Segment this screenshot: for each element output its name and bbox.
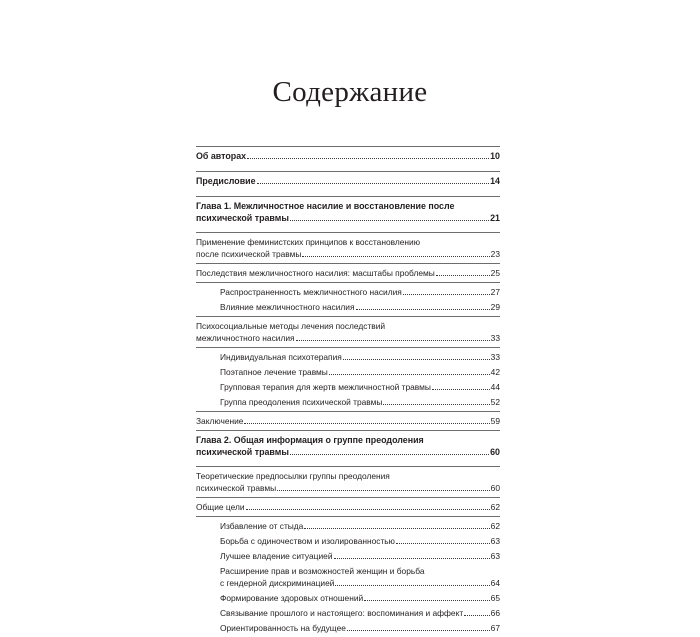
dot-leader — [290, 219, 489, 221]
dot-leader — [296, 339, 490, 341]
toc-entry-page: 60 — [490, 483, 500, 493]
toc-entry-page: 42 — [490, 367, 500, 377]
divider — [196, 411, 500, 412]
toc-entry-title: Общие цели — [196, 502, 245, 512]
dot-leader — [356, 308, 490, 310]
dot-leader — [304, 527, 489, 529]
toc-entry[interactable] — [196, 607, 500, 619]
toc-entry-title: Психосоциальные методы лечения последствий — [196, 321, 386, 331]
toc-entry-page: 62 — [490, 502, 500, 512]
toc-entry-page: 23 — [490, 249, 500, 259]
toc-entry-preface[interactable] — [196, 175, 500, 187]
toc-entry-title: межличностного насилия — [196, 333, 295, 343]
toc-entry[interactable] — [196, 366, 500, 378]
toc-entry[interactable] — [196, 470, 500, 494]
toc-entry-page: 27 — [490, 287, 500, 297]
toc-entry-page: 60 — [490, 447, 500, 457]
toc-entry-page: 33 — [490, 333, 500, 343]
divider — [196, 282, 500, 283]
toc-entry-page: 33 — [490, 352, 500, 362]
toc-entry-title: Расширение прав и возможностей женщин и борьба — [220, 566, 425, 576]
dot-leader — [364, 599, 489, 601]
toc-entry[interactable] — [196, 267, 500, 279]
toc-entry[interactable] — [196, 236, 500, 260]
toc-entry-title: Глава 1. Межличностное насилие и восстановление после — [196, 201, 455, 211]
dot-leader — [432, 388, 490, 390]
dot-leader — [246, 508, 490, 510]
page-title: Содержание — [272, 76, 428, 108]
toc-entry-page: 63 — [490, 551, 500, 561]
toc-entry[interactable] — [196, 520, 500, 532]
toc-entry[interactable] — [196, 320, 500, 344]
divider — [196, 171, 500, 172]
toc-entry-title: Теоретические предпосылки группы преодоления — [196, 471, 390, 481]
toc-entry-page: 59 — [490, 416, 500, 426]
dot-leader — [247, 157, 489, 159]
dot-leader — [396, 542, 490, 544]
toc-entry[interactable] — [196, 501, 500, 513]
divider — [196, 347, 500, 348]
dot-leader — [436, 274, 490, 276]
toc-entry-title: Индивидуальная психотерапия — [220, 352, 342, 362]
toc-entry-title: психической травмы — [196, 447, 289, 457]
divider — [196, 466, 500, 467]
toc-entry-title: Группа преодоления психической травмы — [220, 397, 383, 407]
dot-leader — [277, 489, 489, 491]
toc-entry-page: 64 — [490, 578, 500, 588]
dot-leader — [257, 182, 490, 184]
toc-entry-title: с гендерной дискриминацией — [220, 578, 335, 588]
toc-entry-title: после психической травмы — [196, 249, 302, 259]
divider — [196, 316, 500, 317]
toc-entry[interactable] — [196, 535, 500, 547]
toc-entry[interactable] — [196, 381, 500, 393]
toc-entry-title: Лучшее владение ситуацией — [220, 551, 333, 561]
toc-entry-title: Избавление от стыда — [220, 521, 304, 531]
toc-entry-title: Заключение — [196, 416, 244, 426]
toc-entry[interactable] — [196, 301, 500, 313]
toc-entry-title: психической травмы — [196, 213, 289, 223]
toc-entry-page: 52 — [490, 397, 500, 407]
toc-entry[interactable] — [196, 351, 500, 363]
toc-entry-page: 21 — [490, 213, 500, 223]
dot-leader — [244, 422, 489, 424]
toc-entry-page: 63 — [490, 536, 500, 546]
dot-leader — [290, 453, 489, 455]
divider — [196, 430, 500, 431]
toc-entry[interactable] — [196, 396, 500, 408]
toc-entry-page: 29 — [490, 302, 500, 312]
toc-entry-title: Предисловие — [196, 176, 256, 186]
toc-entry-title: Применение феминистских принципов к восстановлению — [196, 237, 420, 247]
toc-entry-title: Об авторах — [196, 151, 247, 161]
divider — [196, 196, 500, 197]
toc-entry[interactable] — [196, 550, 500, 562]
dot-leader — [343, 358, 490, 360]
dot-leader — [334, 557, 490, 559]
toc-entry[interactable] — [196, 592, 500, 604]
toc-entry-title: Влияние межличностного насилия — [220, 302, 355, 312]
divider — [196, 516, 500, 517]
dot-leader — [403, 293, 490, 295]
divider — [196, 497, 500, 498]
toc-entry[interactable] — [196, 415, 500, 427]
toc-entry-page: 65 — [490, 593, 500, 603]
toc-entry-title: Глава 2. Общая информация о группе преодоления — [196, 435, 424, 445]
toc-entry-title: Последствия межличностного насилия: масштабы проблемы — [196, 268, 435, 278]
toc-entry-title: Борьба с одиночеством и изолированностью — [220, 536, 395, 546]
toc-entry-title: Групповая терапия для жертв межличностной травмы — [220, 382, 431, 392]
divider — [196, 232, 500, 233]
table-of-contents — [196, 146, 500, 637]
toc-entry-about[interactable] — [196, 150, 500, 162]
divider — [196, 263, 500, 264]
dot-leader — [302, 255, 489, 257]
dot-leader — [329, 373, 490, 375]
dot-leader — [464, 614, 489, 616]
toc-entry-title: Поэтапное лечение травмы — [220, 367, 328, 377]
toc-entry-page: 62 — [490, 521, 500, 531]
toc-entry-page: 66 — [490, 608, 500, 618]
toc-entry-title: Формирование здоровых отношений — [220, 593, 364, 603]
toc-entry[interactable] — [196, 622, 500, 634]
toc-entry[interactable] — [196, 565, 500, 589]
dot-leader — [383, 403, 489, 405]
divider — [196, 146, 500, 147]
toc-chapter-1[interactable] — [196, 200, 500, 224]
toc-entry-page: 44 — [490, 382, 500, 392]
toc-entry-page: 67 — [490, 623, 500, 633]
toc-entry-title: психической травмы — [196, 483, 277, 493]
dot-leader — [347, 629, 490, 631]
toc-chapter-2[interactable] — [196, 434, 500, 458]
toc-entry-page: 25 — [490, 268, 500, 278]
toc-entry-title: Ориентированность на будущее — [220, 623, 346, 633]
toc-entry-title: Распространенность межличностного насилия — [220, 287, 402, 297]
toc-entry-title: Связывание прошлого и настоящего: воспоминания и аффект — [220, 608, 464, 618]
dot-leader — [335, 584, 489, 586]
toc-entry[interactable] — [196, 286, 500, 298]
toc-entry-page: 14 — [490, 176, 500, 186]
toc-entry-page: 10 — [490, 151, 500, 161]
